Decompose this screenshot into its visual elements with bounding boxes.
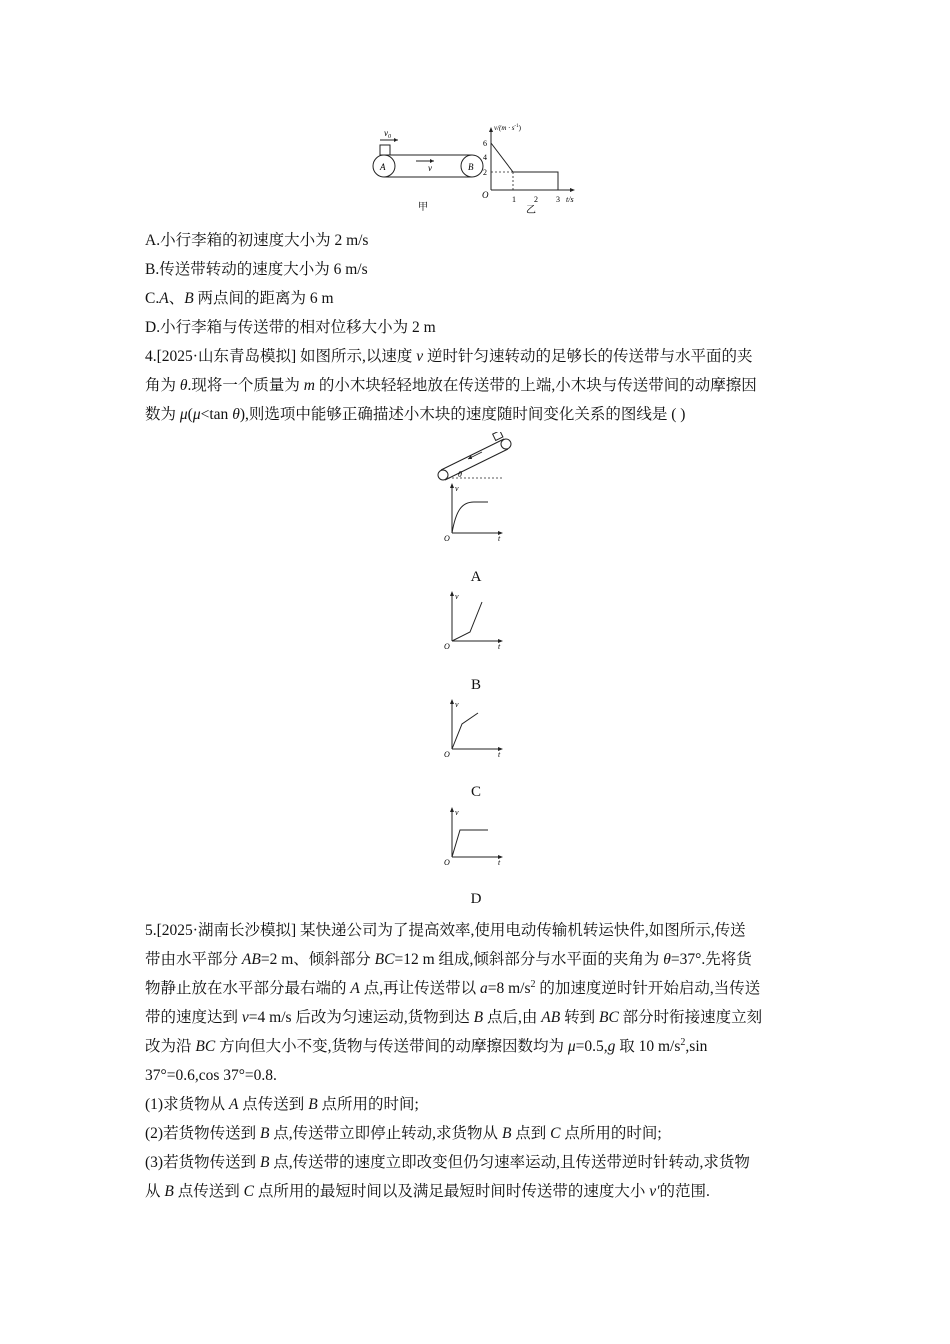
vt-curve (491, 143, 558, 190)
graph-option-d (440, 804, 510, 866)
graph-a-origin: O (444, 534, 450, 542)
graph-a-v-label: v (455, 484, 459, 493)
graph-b-origin: O (444, 642, 450, 650)
graph-d-v-label: v (455, 808, 459, 817)
graph-c-y-arrow (450, 699, 454, 704)
graph-option-a (440, 480, 510, 542)
label-jia: 甲 (418, 202, 428, 213)
q5-sub-1: (1)求货物从 A 点传送到 B 点所用的时间; (145, 1096, 419, 1113)
incline-belt-top (441, 439, 504, 470)
q5-sub-2: (2)若货物传送到 B 点,传送带立即停止转动,求货物从 B 点到 C 点所用的时间; (145, 1125, 662, 1142)
q5-line-2: 带由水平部分 AB=2 m、倾斜部分 BC=12 m 组成,倾斜部分与水平面的夹角为 θ=37°.先将货 (145, 951, 752, 968)
q5-sub-3: (3)若货物传送到 B 点,传送带的速度立即改变但仍匀速率运动,且传送带逆时针转动,求货物 (145, 1154, 750, 1171)
graph-b-t-label: t (498, 642, 501, 650)
point-b-label: B (468, 162, 474, 172)
graph-b-y-arrow (450, 591, 454, 596)
graph-option-c (440, 696, 510, 758)
q5-line-3: 物静止放在水平部分最右端的 A 点,再让传送带以 a=8 $m/s^2$ 的加速度逆时针开始启动,当传送 (145, 979, 761, 997)
vt-y-arrow (489, 127, 493, 132)
incline-belt-bottom (445, 449, 508, 480)
incline-pulley-bottom (438, 470, 448, 480)
graph-c-t-label: t (498, 750, 501, 758)
vt-origin: O (482, 190, 489, 200)
caption-b: B (470, 677, 481, 693)
graph-a-t-label: t (498, 534, 501, 542)
graph-d-origin: O (444, 858, 450, 866)
vt-y-tick-2: 2 (483, 168, 487, 177)
graph-c-origin: O (444, 750, 450, 758)
graph-d-curve (452, 830, 488, 857)
label-yi: 乙 (526, 205, 536, 216)
graph-a-y-arrow (450, 483, 454, 488)
v0-label: $v_0$ (384, 128, 391, 140)
option-a: A.小行李箱的初速度大小为 2 m/s (145, 232, 369, 249)
vt-x-tick-2: 2 (534, 195, 538, 204)
q5-line-5: 改为沿 BC 方向但大小不变,货物与传送带间的动摩擦因数均为 μ=0.5,g 取 10 $m/s^2,\sin$ (145, 1037, 708, 1055)
graph-d-y-arrow (450, 807, 454, 812)
option-b: B.传送带转动的速度大小为 6 m/s (145, 261, 368, 278)
belt-velocity-label: v (428, 163, 432, 173)
vt-y-tick-6: 6 (483, 139, 487, 148)
vt-graph (482, 124, 575, 216)
q5-line-4: 带的速度达到 v=4 m/s 后改为匀速运动,货物到达 B 点后,由 AB 转到 BC 部分时衔接速度立刻 (145, 1009, 763, 1026)
graph-b-v-label: v (455, 592, 459, 601)
wood-block (493, 432, 503, 440)
q5-line-6: 37°=0.6,cos 37°=0.8. (145, 1067, 277, 1084)
figure-conveyor-and-vt-graph (360, 118, 600, 218)
vt-x-tick-3: 3 (556, 195, 560, 204)
conveyor-diagram (373, 128, 483, 213)
graph-a-curve (452, 502, 488, 533)
option-d: D.小行李箱与传送带的相对位移大小为 2 m (145, 319, 436, 336)
q4-line-1: 4.[2025·山东青岛模拟] 如图所示,以速度 v 逆时针匀速转动的足够长的传送带与水平面的夹 (145, 348, 753, 365)
vt-x-tick-1: 1 (512, 195, 516, 204)
graph-b-curve (452, 602, 482, 641)
point-a-label: A (380, 162, 386, 172)
q4-line-2: 角为 θ.现将一个质量为 m 的小木块轻轻地放在传送带的上端,小木块与传送带间的动摩擦因 (145, 377, 757, 394)
vt-y-tick-4: 4 (483, 153, 487, 162)
vt-x-axis-label: t/s (566, 195, 574, 204)
vt-x-arrow (570, 188, 575, 192)
q4-line-3: 数为 μ(μ<tan θ),则选项中能够正确描述小木块的速度随时间变化关系的图线是 ( ) (145, 406, 686, 423)
graph-d-t-label: t (498, 858, 501, 866)
v0-arrow-head (394, 138, 398, 142)
caption-a: A (470, 569, 482, 585)
caption-c: C (470, 784, 481, 800)
q5-line-1: 5.[2025·湖南长沙模拟] 某快递公司为了提高效率,使用电动传输机转运快件,如图所示,传送 (145, 922, 746, 939)
q5-sub-3-cont: 从 B 点传送到 C 点所用的最短时间以及满足最短时间时传送带的速度大小 v′的范围. (145, 1183, 710, 1200)
vt-y-axis-label: $v/(m \cdot s^{-1})$ (494, 124, 521, 132)
incline-conveyor-figure (434, 432, 514, 482)
graph-option-b (440, 588, 510, 650)
graph-c-curve (452, 713, 478, 749)
graph-c-v-label: v (455, 700, 459, 709)
incline-theta-label: θ (458, 470, 462, 479)
incline-pulley-top (501, 439, 511, 449)
suitcase-box (380, 145, 390, 155)
caption-d: D (470, 891, 482, 907)
option-c: C.A、B 两点间的距离为 6 m (145, 290, 334, 307)
